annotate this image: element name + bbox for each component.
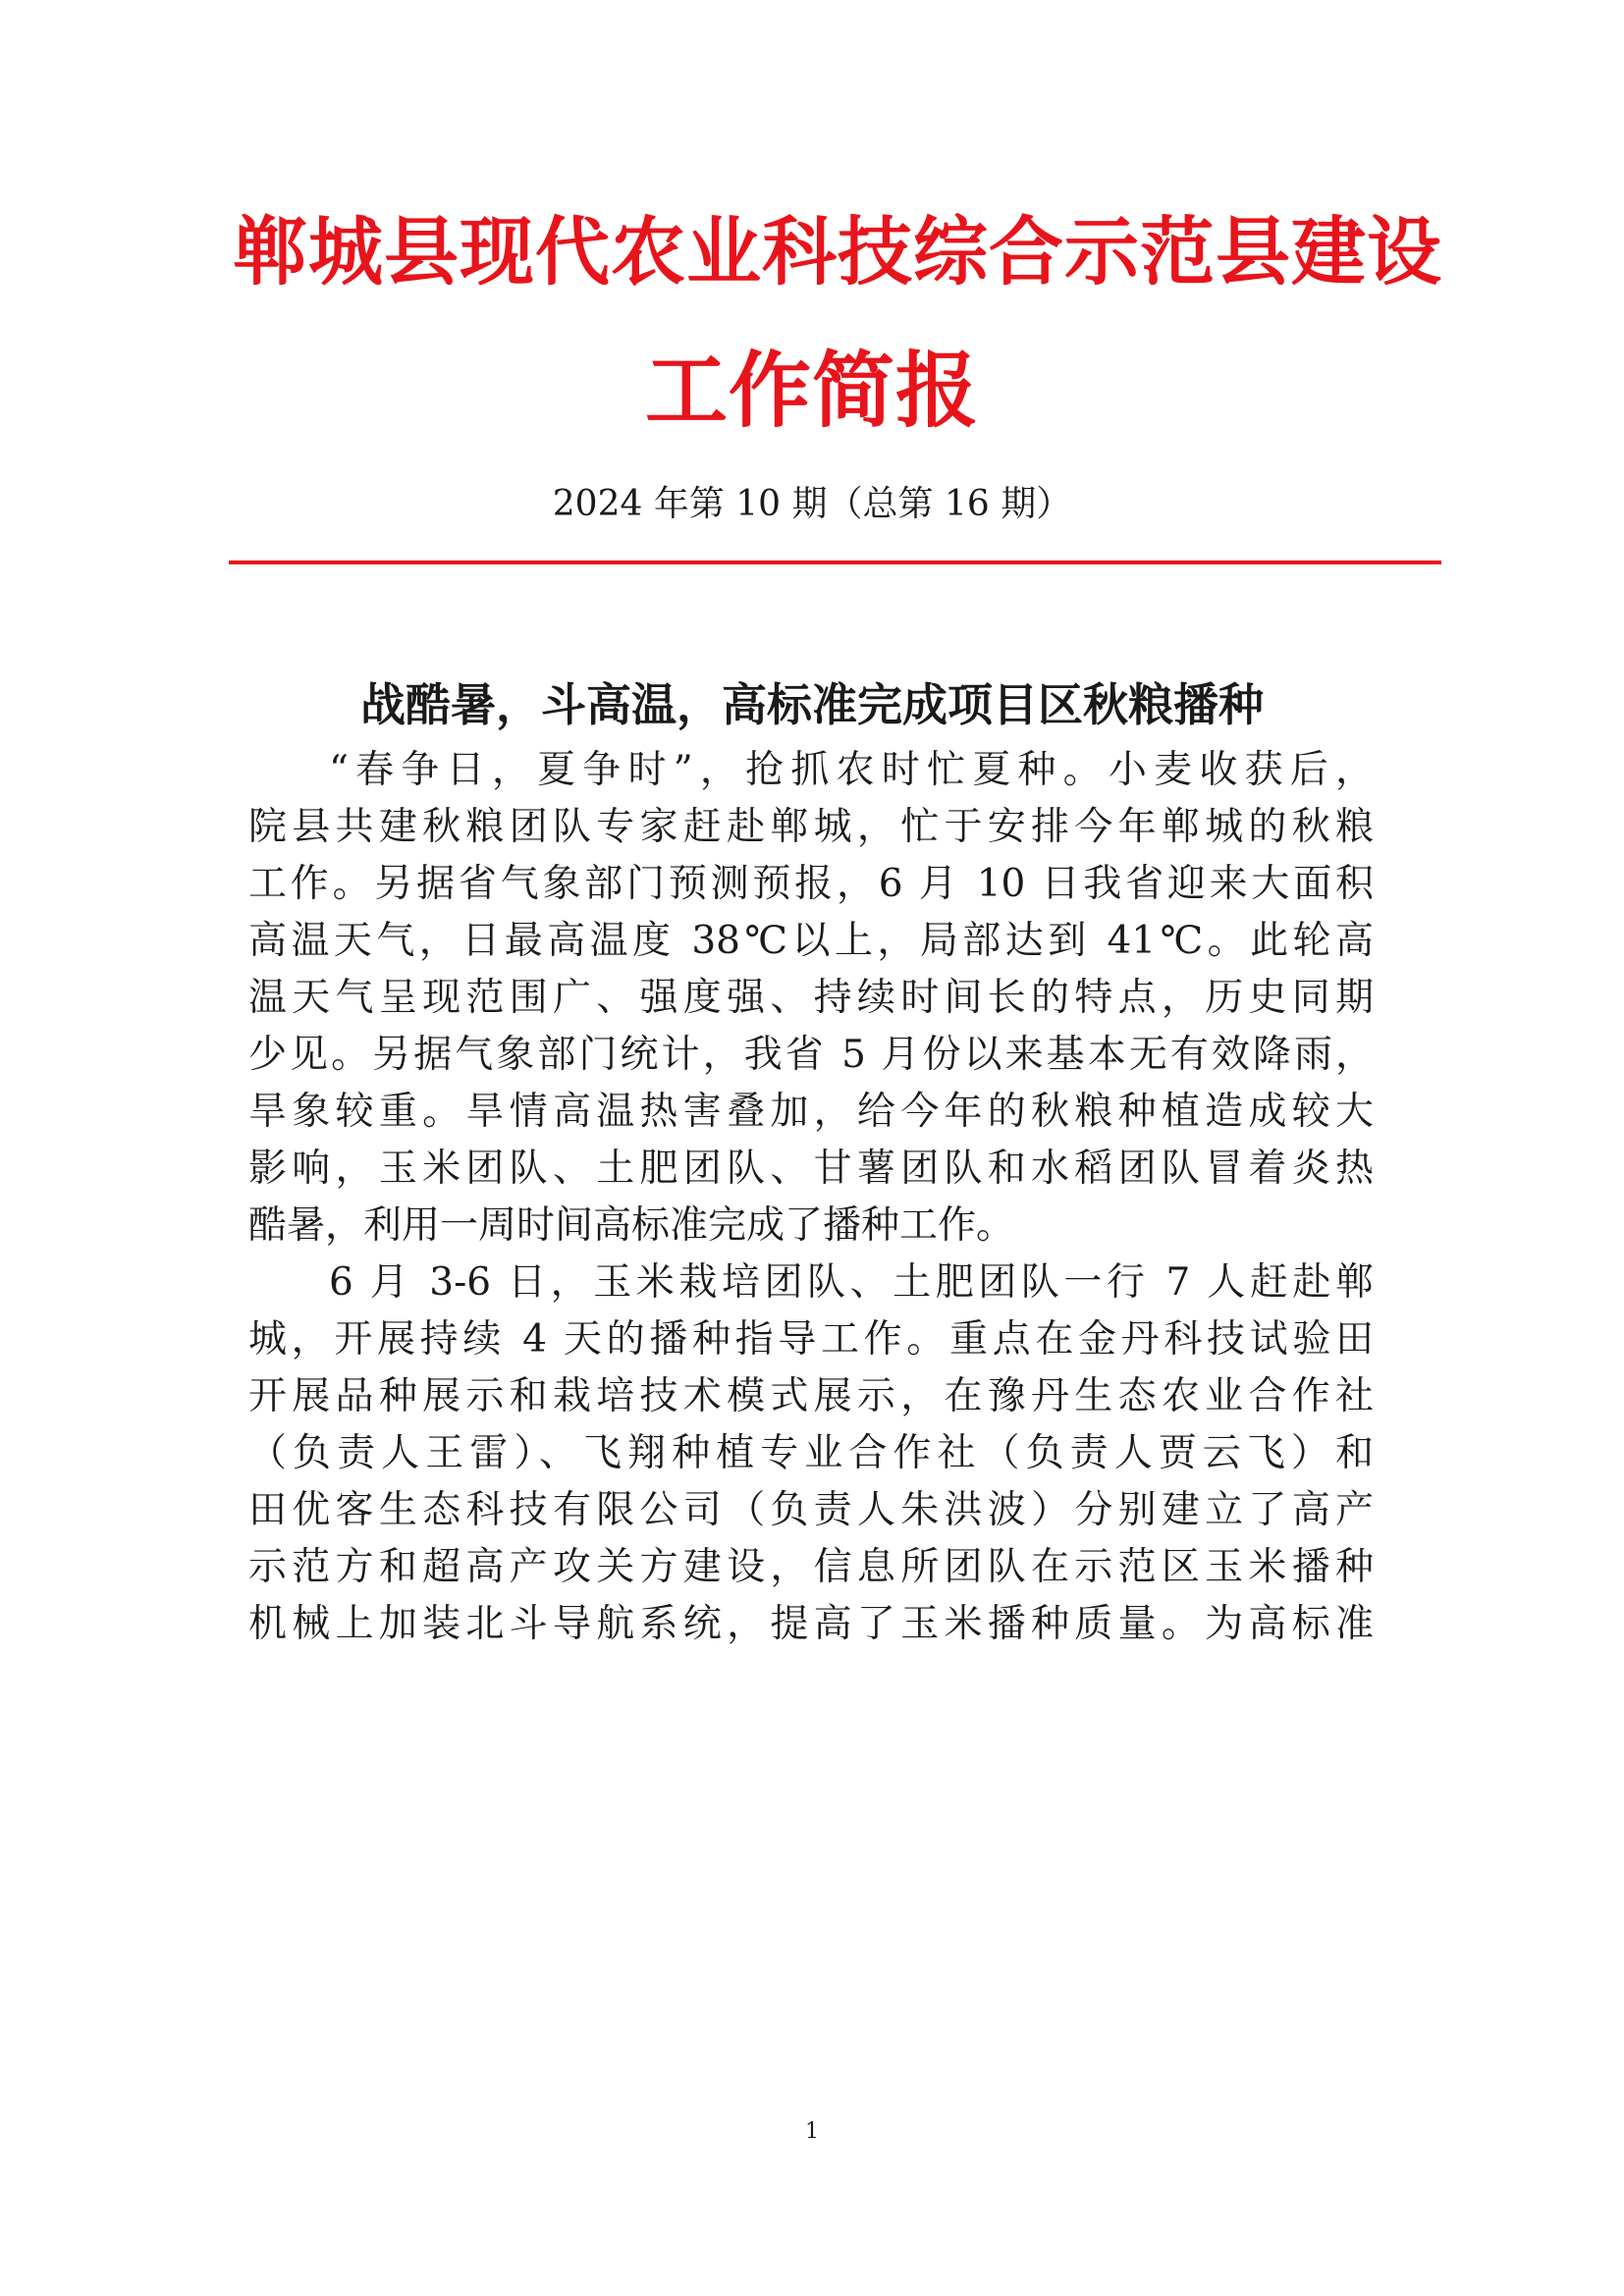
paragraph-line: 旱象较重。旱情高温热害叠加，给今年的秋粮种植造成较大 bbox=[248, 1090, 1374, 1134]
page-number: 1 bbox=[805, 2119, 819, 2144]
masthead-title-line-1: 郸城县现代农业科技综合示范县建设 bbox=[233, 208, 1442, 295]
paragraph-line: 温天气呈现范围广、强度强、持续时间长的特点，历史同期 bbox=[248, 976, 1374, 1020]
paragraph-line: 影响，玉米团队、土肥团队、甘薯团队和水稻团队冒着炎热 bbox=[248, 1147, 1374, 1191]
paragraph-line: 6 月 3-6 日，玉米栽培团队、土肥团队一行 7 人赶赴郸 bbox=[329, 1260, 1374, 1305]
paragraph-line: 工作。另据省气象部门预测预报，6 月 10 日我省迎来大面积 bbox=[248, 862, 1374, 906]
issue-number: 2024 年第 10 期（总第 16 期） bbox=[552, 484, 1072, 524]
paragraph-line: 酷暑，利用一周时间高标准完成了播种工作。 bbox=[248, 1203, 1015, 1248]
paragraph-line: “春争日，夏争时”，抢抓农时忙夏种。小麦收获后， bbox=[329, 748, 1374, 792]
paragraph-line: 田优客生态科技有限公司（负责人朱洪波）分别建立了高产 bbox=[248, 1488, 1374, 1532]
paragraph-line: 院县共建秋粮团队专家赶赴郸城，忙于安排今年郸城的秋粮 bbox=[248, 805, 1374, 849]
masthead-title-line-2: 工作简报 bbox=[644, 342, 979, 439]
paragraph-line: 示范方和超高产攻关方建设，信息所团队在示范区玉米播种 bbox=[248, 1545, 1374, 1589]
article-title: 战酷暑，斗高温，高标准完成项目区秋粮播种 bbox=[360, 678, 1264, 731]
paragraph-line: 机械上加装北斗导航系统，提高了玉米播种质量。为高标准 bbox=[248, 1602, 1374, 1646]
paragraph-line: （负责人王雷）、飞翔种植专业合作社（负责人贾云飞）和 bbox=[248, 1431, 1374, 1475]
paragraph-line: 城，开展持续 4 天的播种指导工作。重点在金丹科技试验田 bbox=[248, 1317, 1374, 1362]
paragraph-line: 开展品种展示和栽培技术模式展示，在豫丹生态农业合作社 bbox=[248, 1374, 1374, 1418]
paragraph-line: 少见。另据气象部门统计，我省 5 月份以来基本无有效降雨， bbox=[248, 1033, 1374, 1077]
masthead-divider bbox=[229, 561, 1441, 564]
paragraph-line: 高温天气，日最高温度 38℃以上，局部达到 41℃。此轮高 bbox=[248, 919, 1374, 963]
